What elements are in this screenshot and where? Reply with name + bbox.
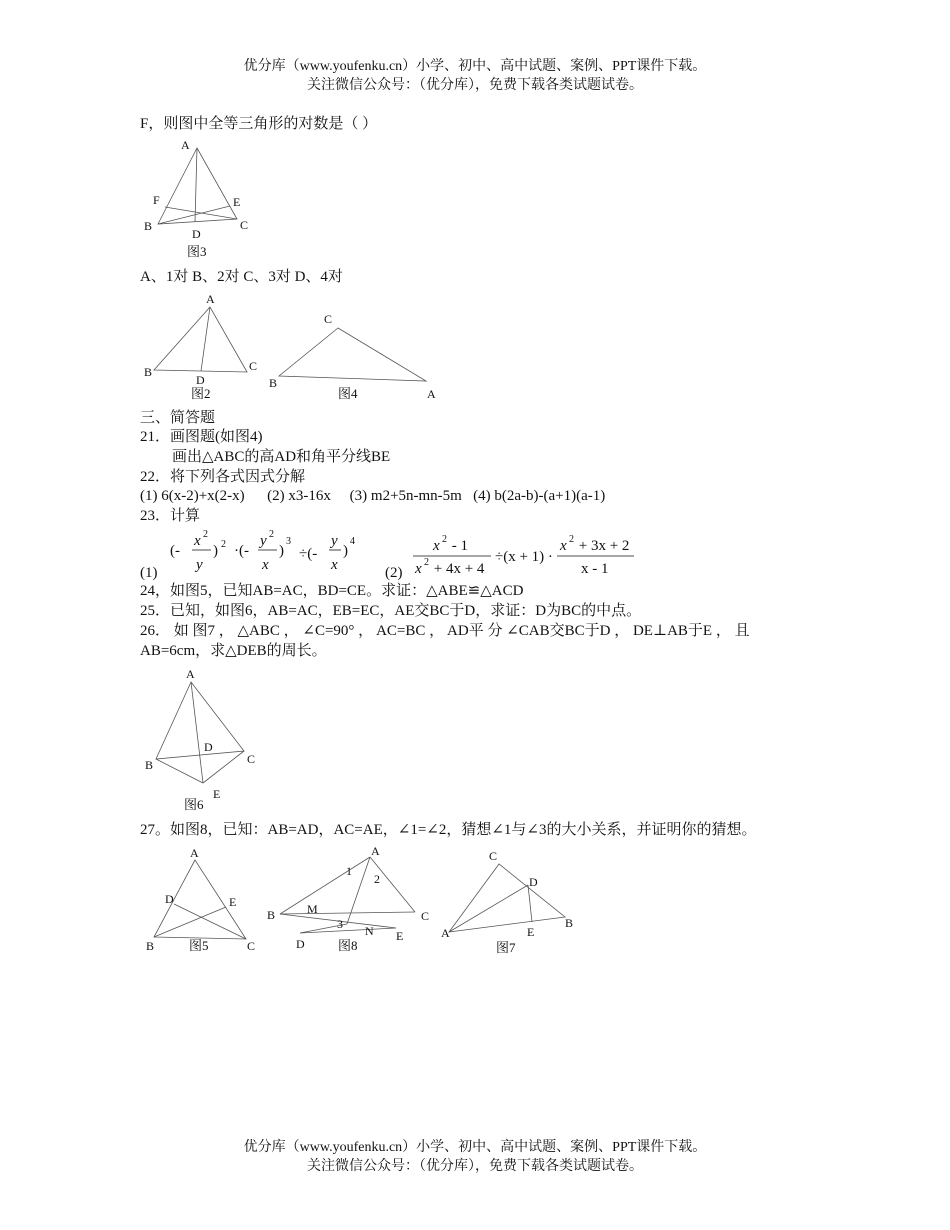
q23-part2-label: (2)	[385, 565, 403, 581]
fig8-label-a: A	[371, 844, 380, 858]
q21-body: 画出△ABC的高AD和角平分线BE	[172, 449, 391, 465]
fig7-label-b: B	[565, 916, 574, 930]
figure-3	[135, 136, 265, 264]
fig7-label-a: A	[441, 926, 450, 940]
e2-num2-x: x	[560, 538, 567, 554]
fig8-label-n: N	[365, 924, 374, 938]
figure-7	[438, 842, 588, 957]
e2-den1-x: x	[415, 561, 422, 577]
q23-title: 23．计算	[140, 508, 201, 524]
fig5-label-c: C	[247, 939, 256, 953]
e2-den1-rest: + 4x + 4	[430, 561, 485, 577]
q23-part1-label: (1)	[140, 565, 158, 581]
e2-num1-sup: 2	[442, 534, 447, 545]
e1-sup-1: 2	[203, 529, 208, 540]
q25-text: 25．已知，如图6，AB=AC，EB=EC，AE交BC于D，求证：D为BC的中点。	[140, 603, 642, 619]
fig3-label-d: D	[192, 227, 201, 241]
q22-body: (1) 6(x-2)+x(2-x) (2) x3-16x (3) m2+5n-mn-5m (4) b(2a-b)-(a+1)(a-1)	[140, 488, 606, 504]
e1-pow-2: 3	[286, 536, 291, 547]
fig6-label-b: B	[145, 758, 154, 772]
figure-2	[140, 288, 270, 404]
header-line-2: 关注微信公众号：（优分库），免费下载各类试题试卷。	[307, 78, 643, 93]
fig8-label-3: 3	[337, 917, 343, 931]
e1-dot: ·(-	[234, 543, 249, 559]
e1-open-1: (-	[170, 543, 180, 559]
q23-expression-2	[405, 530, 650, 580]
header-line-1: 优分库（www.youfenku.cn）小学、初中、高中试题、案例、PPT课件下载。	[243, 59, 707, 74]
q24-text: 24，如图5，已知AB=AC，BD=CE。求证：△ABE≌△ACD	[140, 583, 524, 599]
e1-num-3: y	[331, 533, 338, 549]
fig3-label-a: A	[181, 138, 190, 152]
e2-den1-sup: 2	[424, 557, 429, 568]
fig2-label-b: B	[144, 365, 153, 379]
fig4-caption: 图4	[338, 386, 358, 401]
footer-line-2: 关注微信公众号：（优分库），免费下载各类试题试卷。	[307, 1159, 643, 1174]
fig8-label-d: D	[296, 937, 305, 951]
fig6-label-e: E	[213, 787, 221, 801]
fig7-caption: 图7	[496, 940, 516, 955]
e1-close-2: )	[279, 543, 284, 559]
fig6-caption: 图6	[184, 797, 204, 812]
fig2-caption: 图2	[191, 386, 211, 401]
figure-4	[262, 308, 442, 404]
e2-num1-x: x	[433, 538, 440, 554]
fig8-label-m: M	[307, 902, 318, 916]
fig7-label-e: E	[527, 925, 535, 939]
fig8-label-e: E	[396, 929, 404, 943]
e2-num1-rest: - 1	[448, 538, 468, 554]
e1-pow-3: 4	[350, 536, 355, 547]
fig8-label-2: 2	[374, 872, 380, 886]
fig5-label-a: A	[190, 846, 199, 860]
e1-close-1: )	[213, 543, 218, 559]
fig8-label-b: B	[267, 908, 276, 922]
e1-den-1: y	[196, 557, 203, 573]
fig5-caption: 图5	[189, 938, 209, 953]
fig8-label-1: 1	[346, 864, 352, 878]
e1-sup-2: 2	[269, 529, 274, 540]
fig4-label-b: B	[269, 376, 278, 390]
fig4-label-a: A	[427, 387, 436, 401]
fig3-label-b: B	[144, 219, 153, 233]
figure-8	[262, 840, 442, 957]
fig7-label-c: C	[489, 849, 498, 863]
fig3-label-e: E	[233, 195, 241, 209]
e2-num2-sup: 2	[569, 534, 574, 545]
e1-den-2: x	[262, 557, 269, 573]
e1-div: ÷(-	[299, 546, 318, 562]
fig6-label-a: A	[186, 667, 195, 681]
figure-5	[140, 842, 265, 957]
e1-num-2: y	[260, 533, 267, 549]
e1-num-1: x	[194, 533, 201, 549]
fig2-label-c: C	[249, 359, 258, 373]
q26-line-2: AB=6cm，求△DEB的周长。	[140, 643, 327, 659]
fig8-caption: 图8	[338, 938, 358, 953]
fig4-label-c: C	[324, 312, 333, 326]
answer-choices: A、1对 B、2对 C、3对 D、4对	[140, 269, 343, 285]
footer-line-1: 优分库（www.youfenku.cn）小学、初中、高中试题、案例、PPT课件下载。	[243, 1140, 707, 1155]
e2-middle: ÷(x + 1) ·	[495, 549, 553, 565]
fig8-label-c: C	[421, 909, 430, 923]
q26-line-1: 26． 如 图7 ， △ABC ， ∠C=90° ， AC=BC ， AD平 分 ∠CAB交BC于D ， DE⊥AB于E ， 且	[140, 623, 750, 639]
q23-expression-1	[165, 525, 375, 580]
e2-num2-rest: + 3x + 2	[575, 538, 630, 554]
q22-title: 22．将下列各式因式分解	[140, 469, 306, 485]
e1-pow-1: 2	[221, 539, 226, 550]
fig3-label-c: C	[240, 218, 249, 232]
e2-den2: x - 1	[581, 561, 609, 577]
fig2-label-a: A	[206, 292, 215, 306]
question-intro: F，则图中全等三角形的对数是（ ）	[140, 116, 378, 132]
figure-6	[140, 662, 270, 814]
fig2-label-d: D	[196, 373, 205, 387]
e1-close-3: )	[343, 543, 348, 559]
fig6-label-d: D	[204, 740, 213, 754]
fig5-label-b: B	[146, 939, 155, 953]
fig3-caption: 图3	[187, 244, 207, 259]
fig3-label-f: F	[153, 193, 160, 207]
q21-title: 21．画图题(如图4)	[140, 429, 263, 445]
fig5-label-d: D	[165, 892, 174, 906]
section-title: 三、简答题	[140, 410, 216, 426]
e1-den-3: x	[331, 557, 338, 573]
q27-text: 27。如图8，已知：AB=AD，AC=AE，∠1=∠2，猜想∠1与∠3的大小关系，并证明你的猜想。	[140, 822, 757, 838]
fig5-label-e: E	[229, 895, 237, 909]
fig6-label-c: C	[247, 752, 256, 766]
fig7-label-d: D	[529, 875, 538, 889]
